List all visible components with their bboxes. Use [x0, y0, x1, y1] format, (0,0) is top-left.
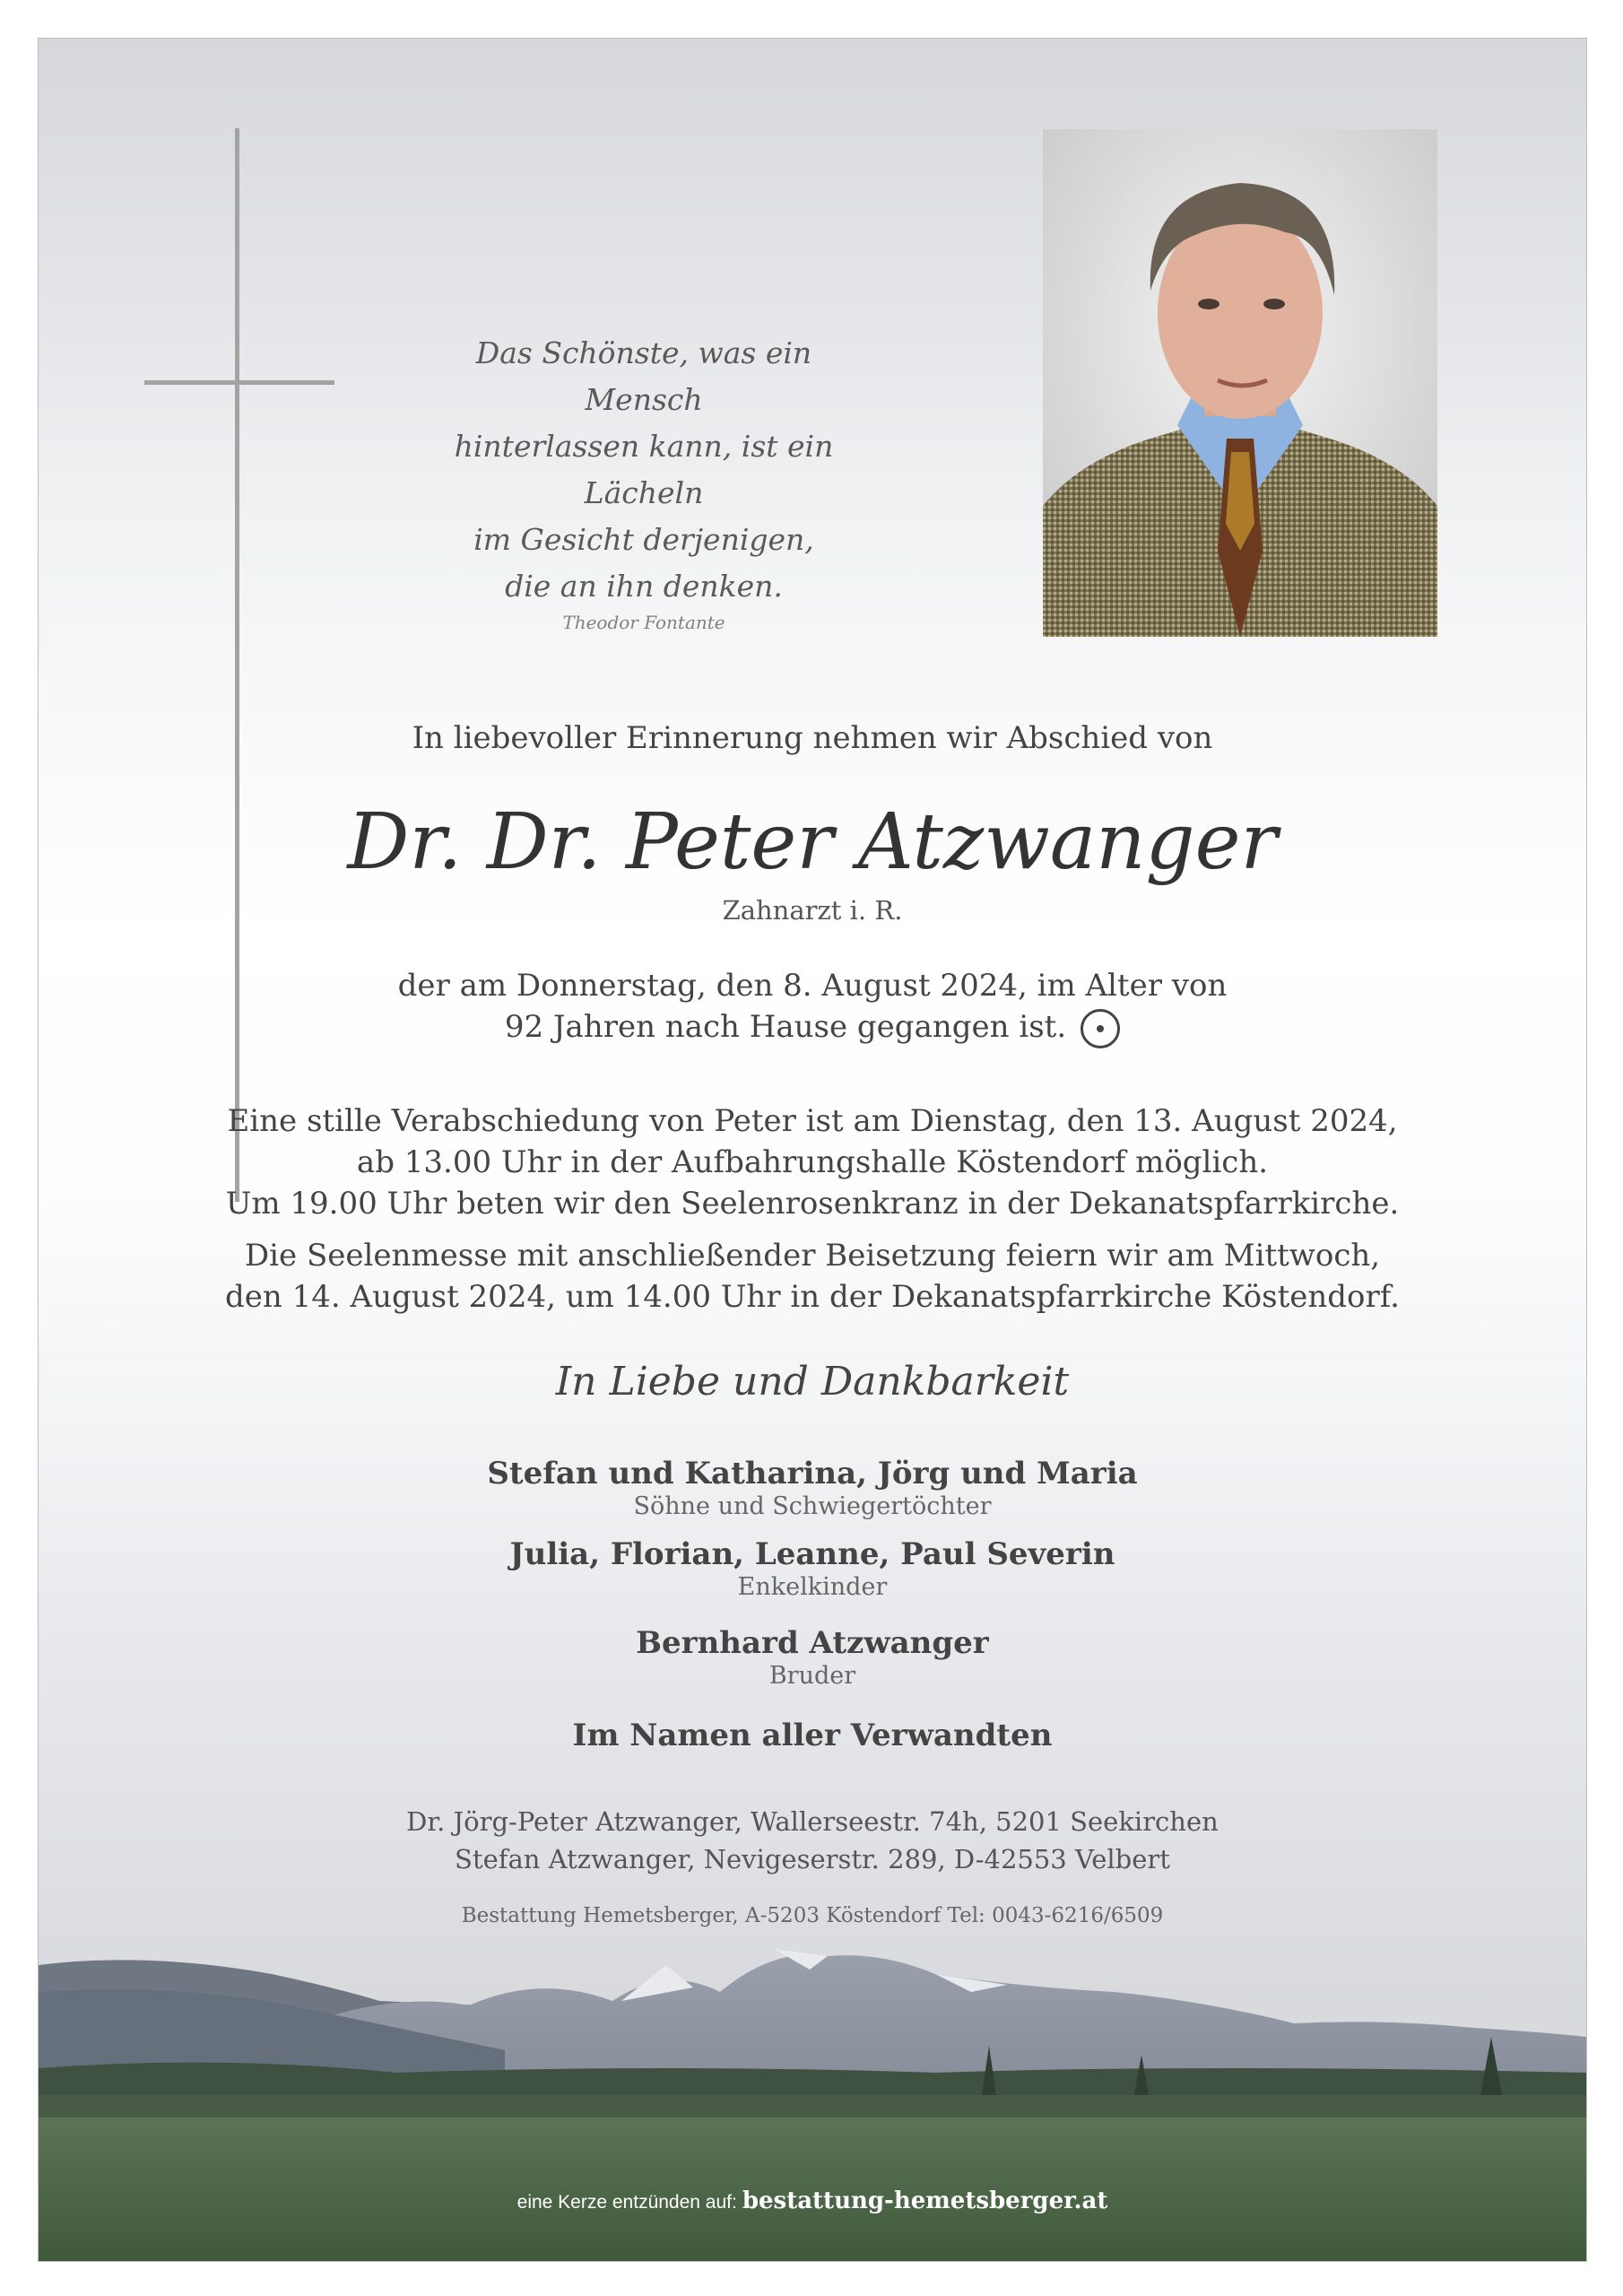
ceremony-line: Um 19.00 Uhr beten wir den Seelenrosenkranz in der Dekanatspfarrkirche. — [225, 1186, 1400, 1222]
ceremony-line: ab 13.00 Uhr in der Aufbahrungshalle Köstendorf möglich. — [356, 1144, 1269, 1180]
mourner-names: Bernhard Atzwanger — [636, 1625, 989, 1661]
quote — [424, 330, 864, 633]
mourner-relation: Söhne und Schwiegertöchter — [633, 1492, 992, 1520]
quote-line: die an ihn denken. — [505, 569, 783, 604]
death-symbol-icon — [1081, 1009, 1120, 1048]
mourner-relation: Bruder — [768, 1662, 856, 1690]
quote-line: im Gesicht derjenigen, — [473, 522, 814, 557]
funeral-line: den 14. August 2024, um 14.00 Uhr in der Dekanatspfarrkirche Köstendorf. — [225, 1279, 1400, 1315]
ceremony-line: Eine stille Verabschiedung von Peter ist am Dienstag, den 13. August 2024, — [227, 1103, 1398, 1139]
death-line-2 — [39, 1009, 1586, 1048]
mourner-group — [39, 1535, 1586, 1601]
mourner-group — [39, 1623, 1586, 1690]
closing-text: In Liebe und Dankbarkeit — [555, 1359, 1070, 1405]
quote-author: Theodor Fontante — [562, 612, 725, 633]
mourner-relation: Enkelkinder — [737, 1573, 888, 1601]
footer — [39, 2187, 1586, 2214]
footer-prefix: eine Kerze entzünden auf: — [516, 2192, 737, 2213]
intro-text: In liebevoller Erinnerung nehmen wir Abschied von — [412, 720, 1213, 756]
address-line: Stefan Atzwanger, Nevigeserstr. 289, D-42553 Velbert — [455, 1844, 1170, 1874]
portrait-photo — [1043, 129, 1437, 637]
mourner-names: Julia, Florian, Leanne, Paul Severin — [509, 1536, 1115, 1572]
mourner-names: Stefan und Katharina, Jörg und Maria — [487, 1456, 1138, 1492]
undertaker-info: Bestattung Hemetsberger, A-5203 Köstendorf Tel: 0043-6216/6509 — [461, 1904, 1164, 1927]
death-line: der am Donnerstag, den 8. August 2024, im Alter von — [397, 968, 1228, 1004]
death-line-text: 92 Jahren nach Hause gegangen ist. — [504, 1009, 1067, 1045]
mourner-group — [39, 1454, 1586, 1520]
funeral-line: Die Seelenmesse mit anschließender Beisetzung feiern wir am Mittwoch, — [244, 1238, 1381, 1274]
footer-link[interactable]: bestattung-hemetsberger.at — [742, 2187, 1108, 2214]
quote-line: Das Schönste, was ein Mensch — [475, 335, 812, 417]
relatives-text: Im Namen aller Verwandten — [572, 1718, 1053, 1753]
cross-icon-bar — [144, 380, 334, 385]
ceremony-paragraph — [39, 1100, 1586, 1224]
deceased-name: Dr. Dr. Peter Atzwanger — [347, 797, 1278, 887]
deceased-profession: Zahnarzt i. R. — [722, 895, 903, 926]
funeral-paragraph — [39, 1235, 1586, 1318]
address-line: Dr. Jörg-Peter Atzwanger, Wallerseestr. 74h, 5201 Seekirchen — [406, 1806, 1219, 1837]
quote-line: hinterlassen kann, ist ein Lächeln — [454, 429, 834, 510]
obituary-card — [38, 38, 1587, 2262]
